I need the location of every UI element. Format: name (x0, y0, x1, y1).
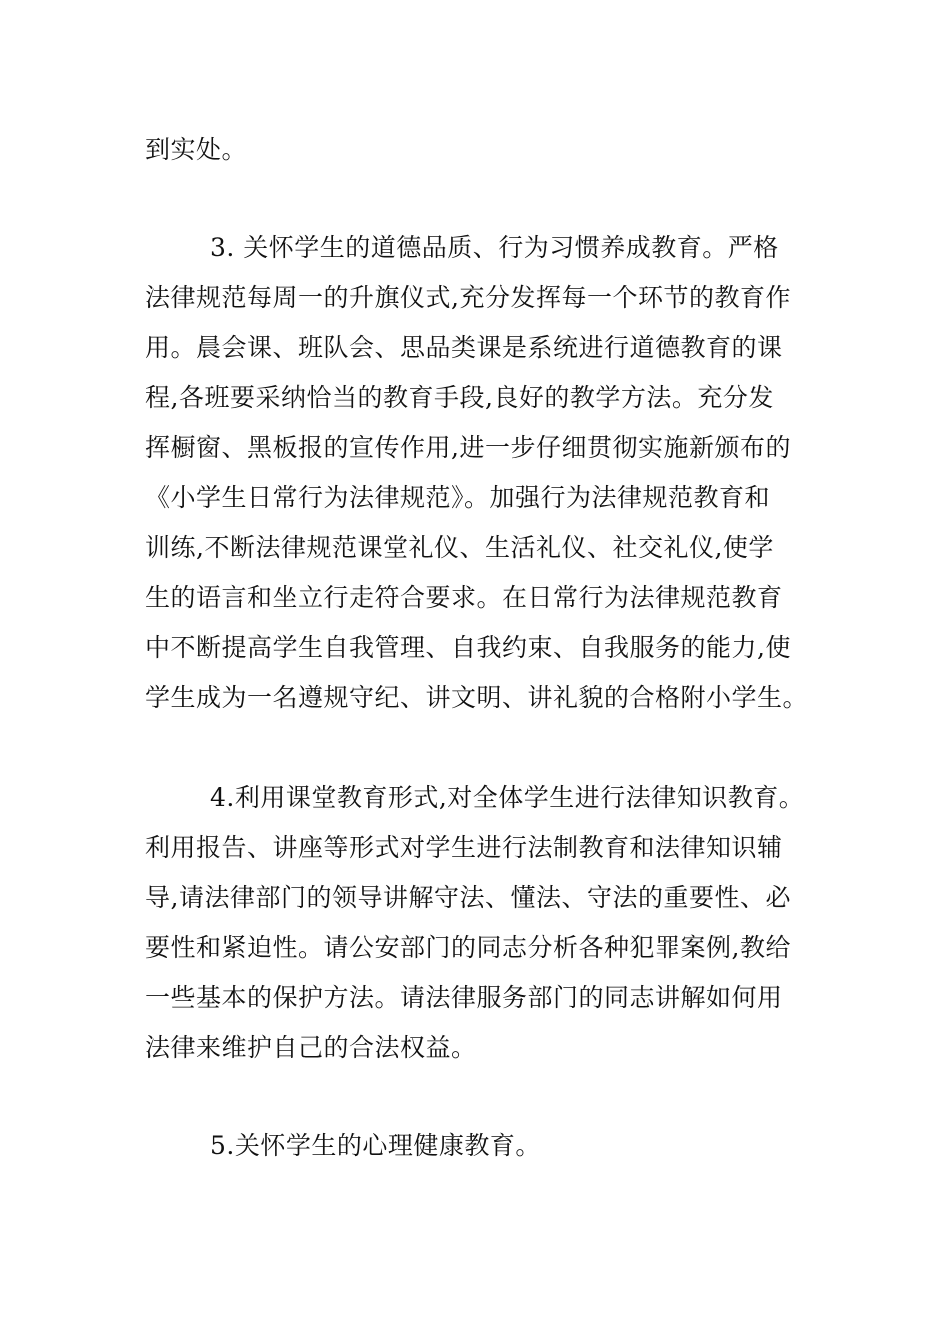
paragraph-4-heading-line: 4.利用课堂教育形式,对全体学生进行法律知识教育。 (210, 783, 805, 812)
text-line: 学生成为一名遵规守纪、讲文明、讲礼貌的合格附小学生。 (145, 683, 809, 712)
text-line: 要性和紧迫性。请公安部门的同志分析各种犯罪案例,教给 (145, 933, 791, 962)
text-line: 程,各班要采纳恰当的教育手段,良好的教学方法。充分发 (145, 383, 774, 412)
text-line: 法律规范每周一的升旗仪式,充分发挥每一个环节的教育作 (145, 283, 791, 312)
text-line: 生的语言和坐立行走符合要求。在日常行为法律规范教育 (145, 583, 783, 612)
text-line: 一些基本的保护方法。请法律服务部门的同志讲解如何用 (145, 983, 783, 1012)
text-line: 用。晨会课、班队会、思品类课是系统进行道德教育的课 (145, 333, 783, 362)
text-line: 训练,不断法律规范课堂礼仪、生活礼仪、社交礼仪,使学 (145, 533, 774, 562)
text-line: 利用报告、讲座等形式对学生进行法制教育和法律知识辅 (145, 833, 783, 862)
text-line: 挥橱窗、黑板报的宣传作用,进一步仔细贯彻实施新颁布的 (145, 433, 791, 462)
text-line: 到实处。 (145, 135, 248, 164)
text-line: 法律来维护自己的合法权益。 (145, 1033, 477, 1062)
text-line: 导,请法律部门的领导讲解守法、懂法、守法的重要性、必 (145, 883, 791, 912)
paragraph-3-heading-line: 3. 关怀学生的道德品质、行为习惯养成教育。严格 (210, 233, 779, 262)
paragraph-5-heading-line: 5.关怀学生的心理健康教育。 (210, 1131, 541, 1160)
text-line: 《小学生日常行为法律规范》。加强行为法律规范教育和 (145, 483, 771, 512)
text-line: 中不断提高学生自我管理、自我约束、自我服务的能力,使 (145, 633, 791, 662)
